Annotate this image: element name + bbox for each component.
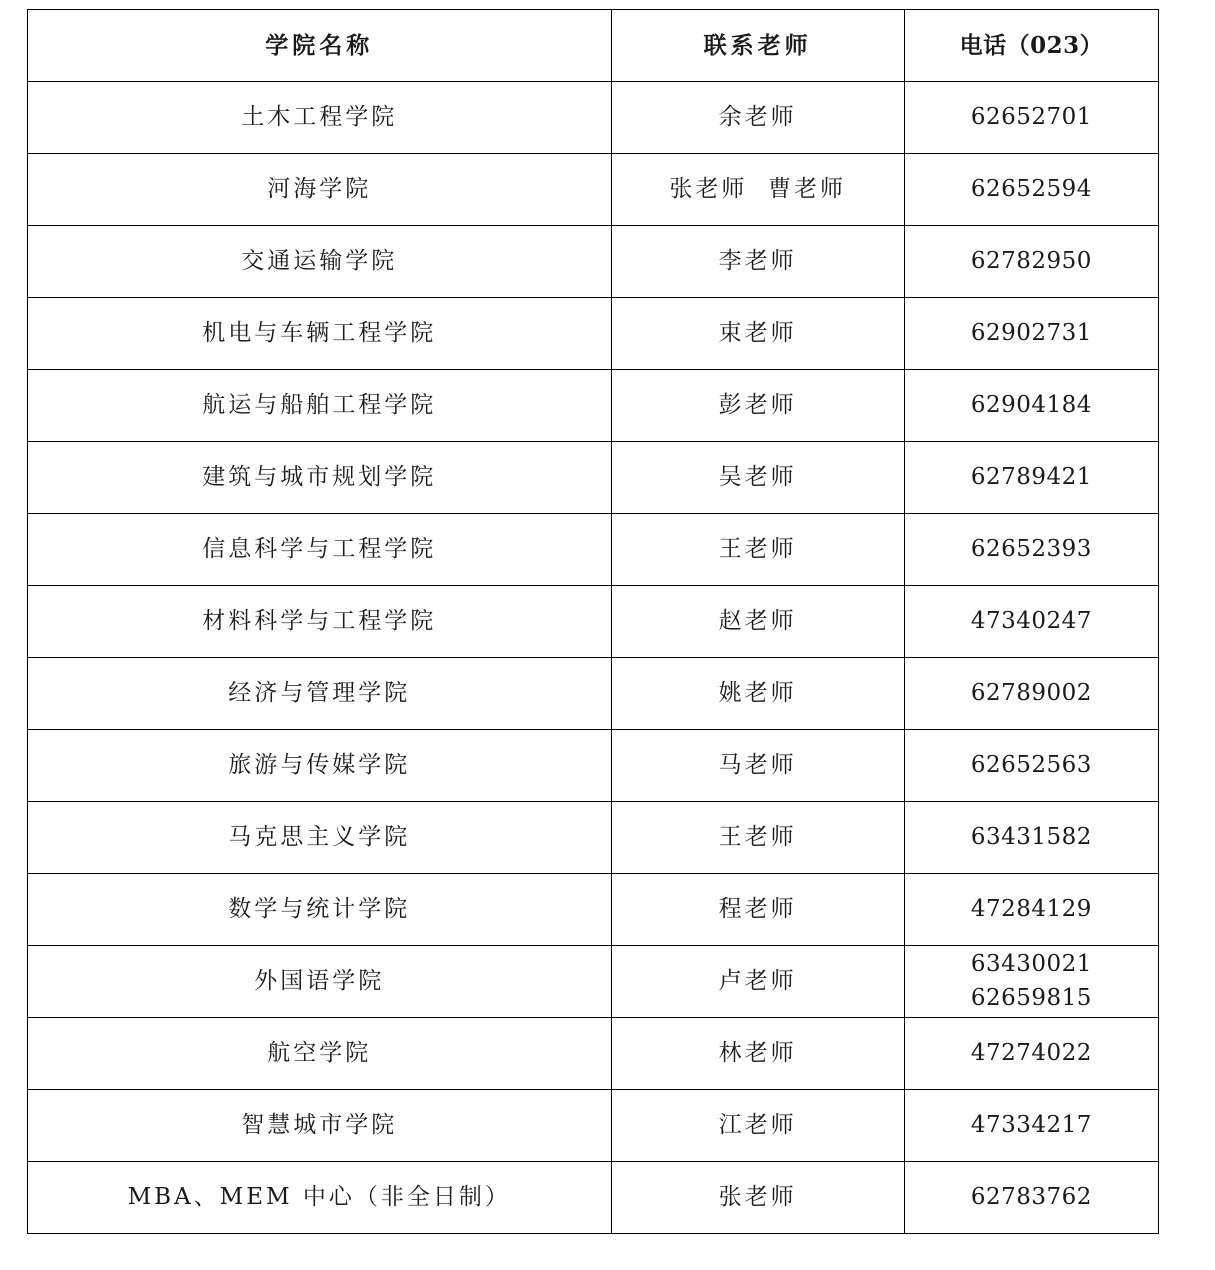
table-body [28, 82, 1159, 1234]
college-name-cell: 交通运输学院 [28, 226, 612, 298]
phone-cell [904, 154, 1158, 226]
contact-teacher-cell: 彭老师 [611, 370, 904, 442]
college-name-header: 学院名称 [28, 10, 612, 82]
contact-teacher-cell: 王老师 [611, 514, 904, 586]
phone-number: 47334217 [970, 1111, 1092, 1138]
phone-cell [904, 1018, 1158, 1090]
college-name-cell: 数学与统计学院 [28, 874, 612, 946]
table-row [28, 226, 1159, 298]
phone-cell [904, 514, 1158, 586]
contact-teacher-header: 联系老师 [611, 10, 904, 82]
contact-teacher-cell: 江老师 [611, 1090, 904, 1162]
college-name-cell: 材料科学与工程学院 [28, 586, 612, 658]
phone-cell [904, 730, 1158, 802]
table-row [28, 442, 1159, 514]
phone-cell [904, 82, 1158, 154]
table-row [28, 802, 1159, 874]
phone-number: 62652393 [970, 535, 1092, 562]
contact-teacher-cell: 程老师 [611, 874, 904, 946]
phone-cell [904, 1162, 1158, 1234]
table-row [28, 154, 1159, 226]
table-row [28, 514, 1159, 586]
college-name-cell: 外国语学院 [28, 946, 612, 1018]
table-row [28, 946, 1159, 1018]
phone-number: 47284129 [970, 895, 1092, 922]
phone-number: 62904184 [970, 391, 1092, 418]
table-row [28, 370, 1159, 442]
phone-cell [904, 370, 1158, 442]
phone-number: 62789421 [970, 463, 1092, 490]
contact-teacher-cell: 余老师 [611, 82, 904, 154]
header-row [28, 10, 1159, 82]
table-row [28, 1090, 1159, 1162]
phone-cell [904, 586, 1158, 658]
phone-number: 47340247 [970, 607, 1092, 634]
phone-number: 47274022 [970, 1039, 1092, 1066]
table-row [28, 658, 1159, 730]
contact-teacher-cell: 张老师 [611, 1162, 904, 1234]
phone-number: 62652594 [970, 175, 1092, 202]
contact-teacher-cell: 张老师 曹老师 [611, 154, 904, 226]
college-name-cell: 航空学院 [28, 1018, 612, 1090]
phone-number: 62652701 [970, 103, 1092, 130]
phone-number: 62902731 [970, 319, 1092, 346]
table-row [28, 82, 1159, 154]
phone-number: 63430021 [970, 951, 1092, 978]
phone-cell [904, 442, 1158, 514]
phone-header: 电话（023） [904, 10, 1158, 82]
college-name-cell: 智慧城市学院 [28, 1090, 612, 1162]
table-row [28, 1018, 1159, 1090]
college-name-cell: 旅游与传媒学院 [28, 730, 612, 802]
table-row [28, 874, 1159, 946]
college-name-cell: 马克思主义学院 [28, 802, 612, 874]
phone-cell [904, 658, 1158, 730]
college-name-cell: 信息科学与工程学院 [28, 514, 612, 586]
phone-cell [904, 298, 1158, 370]
contact-teacher-cell: 卢老师 [611, 946, 904, 1018]
phone-number: 62783762 [970, 1183, 1092, 1210]
college-name-cell: 经济与管理学院 [28, 658, 612, 730]
college-name-cell: 土木工程学院 [28, 82, 612, 154]
contact-teacher-cell: 姚老师 [611, 658, 904, 730]
phone-number: 63431582 [970, 823, 1092, 850]
college-name-cell: 河海学院 [28, 154, 612, 226]
phone-cell [904, 874, 1158, 946]
contact-teacher-cell: 林老师 [611, 1018, 904, 1090]
contact-teacher-cell: 赵老师 [611, 586, 904, 658]
phone-cell [904, 226, 1158, 298]
contact-table [27, 9, 1159, 1234]
contact-teacher-cell: 束老师 [611, 298, 904, 370]
contact-teacher-cell: 王老师 [611, 802, 904, 874]
college-name-cell: MBA、MEM 中心（非全日制） [28, 1162, 612, 1234]
table-row [28, 586, 1159, 658]
phone-cell [904, 946, 1158, 1018]
table-header [28, 10, 1159, 82]
college-name-cell: 机电与车辆工程学院 [28, 298, 612, 370]
college-name-cell: 建筑与城市规划学院 [28, 442, 612, 514]
table-row [28, 1162, 1159, 1234]
table-row [28, 730, 1159, 802]
phone-number: 62659815 [970, 984, 1092, 1011]
contact-teacher-cell: 李老师 [611, 226, 904, 298]
phone-number: 62789002 [970, 679, 1092, 706]
table-row [28, 298, 1159, 370]
contact-teacher-cell: 马老师 [611, 730, 904, 802]
college-name-cell: 航运与船舶工程学院 [28, 370, 612, 442]
contact-teacher-cell: 吴老师 [611, 442, 904, 514]
phone-number: 62652563 [970, 751, 1092, 778]
phone-number: 62782950 [970, 247, 1092, 274]
phone-cell [904, 802, 1158, 874]
phone-cell [904, 1090, 1158, 1162]
